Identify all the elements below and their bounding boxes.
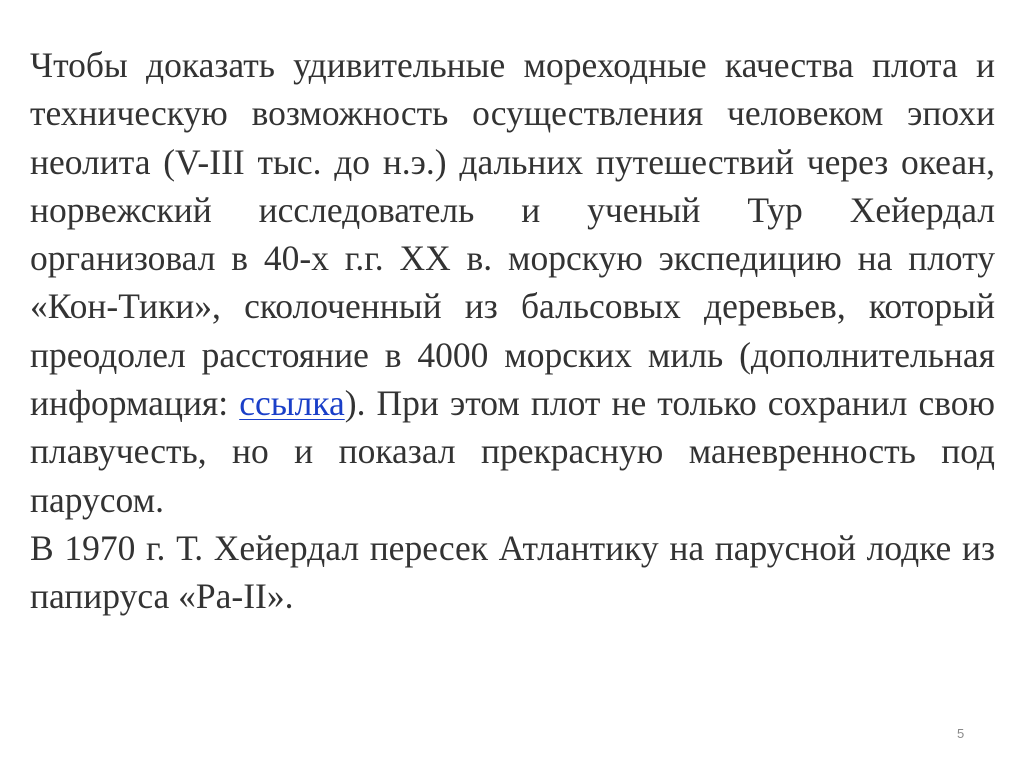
paragraph-text-after-link: ). При этом плот не только сохранил свою плавучесть, но и показал прекрасную маневренность под парусом. (30, 383, 995, 520)
page-number: 5 (957, 726, 965, 741)
reference-link[interactable]: ссылка (239, 383, 345, 424)
paragraph-ra-ii: В 1970 г. Т. Хейердал пересек Атлантику на парусной лодке из папируса «Ра-II». (30, 527, 995, 617)
slide-body (30, 41, 995, 621)
paragraph-text-before-link: Чтобы доказать удивительные мореходные качества плота и техническую возможность осуществления человеком эпохи неолита (V-III тыс. до н.э.) дальних путешествий через океан, норвежский исследователь и ученый Тур Хейердал организовал в 40-х г.г. XX в. морскую экспедицию на плоту «Кон-Тики», сколоченный из бальсовых деревьев, который преодолел расстояние в 4000 морских миль (дополнительная информация: (30, 45, 995, 424)
paragraph-kon-tiki (30, 41, 995, 524)
